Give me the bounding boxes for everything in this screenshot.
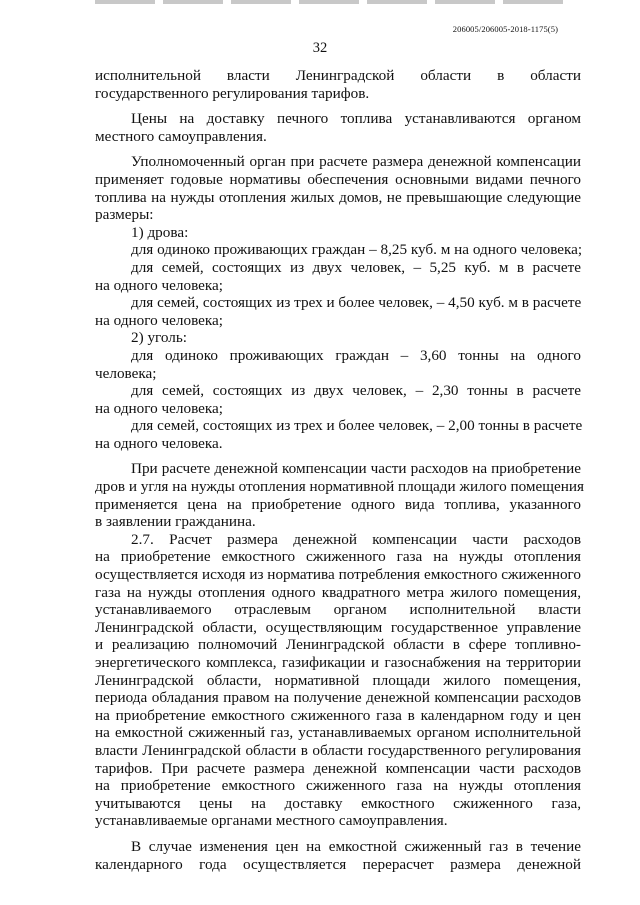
text-line: для семей, состоящих из трех и более человек, – 4,50 куб. м в расчете <box>131 294 582 312</box>
text-line: В случае изменения цен на емкостной сжиженный газ в течение <box>131 837 581 855</box>
page-number: 32 <box>312 40 328 56</box>
text-line: на одного человека; <box>95 399 223 417</box>
text-line: исполнительной власти Ленинградской области в области <box>95 67 581 84</box>
text-line: на приобретение емкостного сжиженного газа в календарном году и цен <box>95 706 581 724</box>
text-line: топлива на нужды отопления жилых домов, не превышающие следующие <box>95 188 581 206</box>
text-line: Ленинградской области, осуществляющим государственное управление <box>95 618 581 636</box>
text-line: в заявлении гражданина. <box>95 513 256 531</box>
text-line: При расчете денежной компенсации части расходов на приобретение <box>131 460 581 478</box>
scan-artifact <box>95 0 565 4</box>
text-line: учитываются цены на доставку емкостного сжиженного газа, <box>95 794 581 812</box>
text-line: власти Ленинградской области в области государственного регулирования <box>95 741 581 759</box>
text-line: энергетического комплекса, газификации и газоснабжения на территории <box>95 654 581 671</box>
document-body <box>95 67 584 873</box>
text-line: для одиноко проживающих граждан – 3,60 тонны на одного <box>131 346 581 364</box>
text-line: 1) дрова: <box>131 223 189 241</box>
text-line: Уполномоченный орган при расчете размера денежной компенсации <box>131 153 581 171</box>
paragraph-gap <box>95 830 581 838</box>
text-line: Ленинградской области, нормативной площади жилого помещения, <box>95 671 581 689</box>
text-line: устанавливаемые органами местного самоуправления. <box>95 812 448 830</box>
text-line: дров и угля на нужды отопления нормативной площади жилого помещения <box>95 478 584 496</box>
text-line: календарного года осуществляется перерасчет размера денежной <box>95 855 581 873</box>
text-line: применяет годовые нормативы обеспечения основными видами печного <box>95 170 581 188</box>
paragraph-gap <box>95 102 581 110</box>
document-id: 206005/206005-2018-1175(5) <box>452 24 558 34</box>
text-line: на приобретение емкостного сжиженного газа на нужды отопления <box>95 777 581 795</box>
text-line: на одного человека; <box>95 311 223 329</box>
paragraph-gap <box>95 145 581 153</box>
text-line: для одиноко проживающих граждан – 8,25 куб. м на одного человека; <box>131 241 583 259</box>
text-line: 2.7. Расчет размера денежной компенсации части расходов <box>131 530 581 548</box>
text-line: применяется цена на приобретение одного вида топлива, указанного <box>95 495 581 513</box>
text-line: размеры: <box>95 206 154 224</box>
text-line: для семей, состоящих из трех и более человек, – 2,00 тонны в расчете <box>131 417 583 435</box>
text-line: государственного регулирования тарифов. <box>95 84 370 102</box>
text-line: и реализацию полномочий Ленинградской области в сфере топливно- <box>95 636 581 654</box>
text-line: человека; <box>95 364 157 382</box>
text-line: на емкостной сжиженный газ, устанавливаемых органом исполнительной <box>95 724 581 742</box>
paragraph-gap <box>95 452 581 460</box>
text-line: 2) уголь: <box>131 329 188 347</box>
text-line: для семей, состоящих из двух человек, – 2,30 тонны в расчете <box>131 382 581 400</box>
text-line: местного самоуправления. <box>95 127 267 145</box>
text-line: газа на нужды отопления одного квадратного метра жилого помещения, <box>95 583 581 601</box>
text-line: осуществляется исходя из норматива потребления емкостного сжиженного <box>95 566 581 584</box>
text-line: на одного человека; <box>95 276 223 294</box>
text-line: на приобретение емкостного сжиженного газа на нужды отопления <box>95 548 581 566</box>
text-line: тарифов. При расчете размера денежной компенсации части расходов <box>95 759 581 777</box>
text-line: периода обладания правом на получение денежной компенсации расходов <box>95 689 581 707</box>
text-line: Цены на доставку печного топлива устанавливаются органом <box>131 110 581 128</box>
text-line: на одного человека. <box>95 434 223 452</box>
text-line: устанавливаемого отраслевым органом исполнительной власти <box>95 601 581 619</box>
text-line: для семей, состоящих из двух человек, – 5,25 куб. м в расчете <box>131 258 581 276</box>
